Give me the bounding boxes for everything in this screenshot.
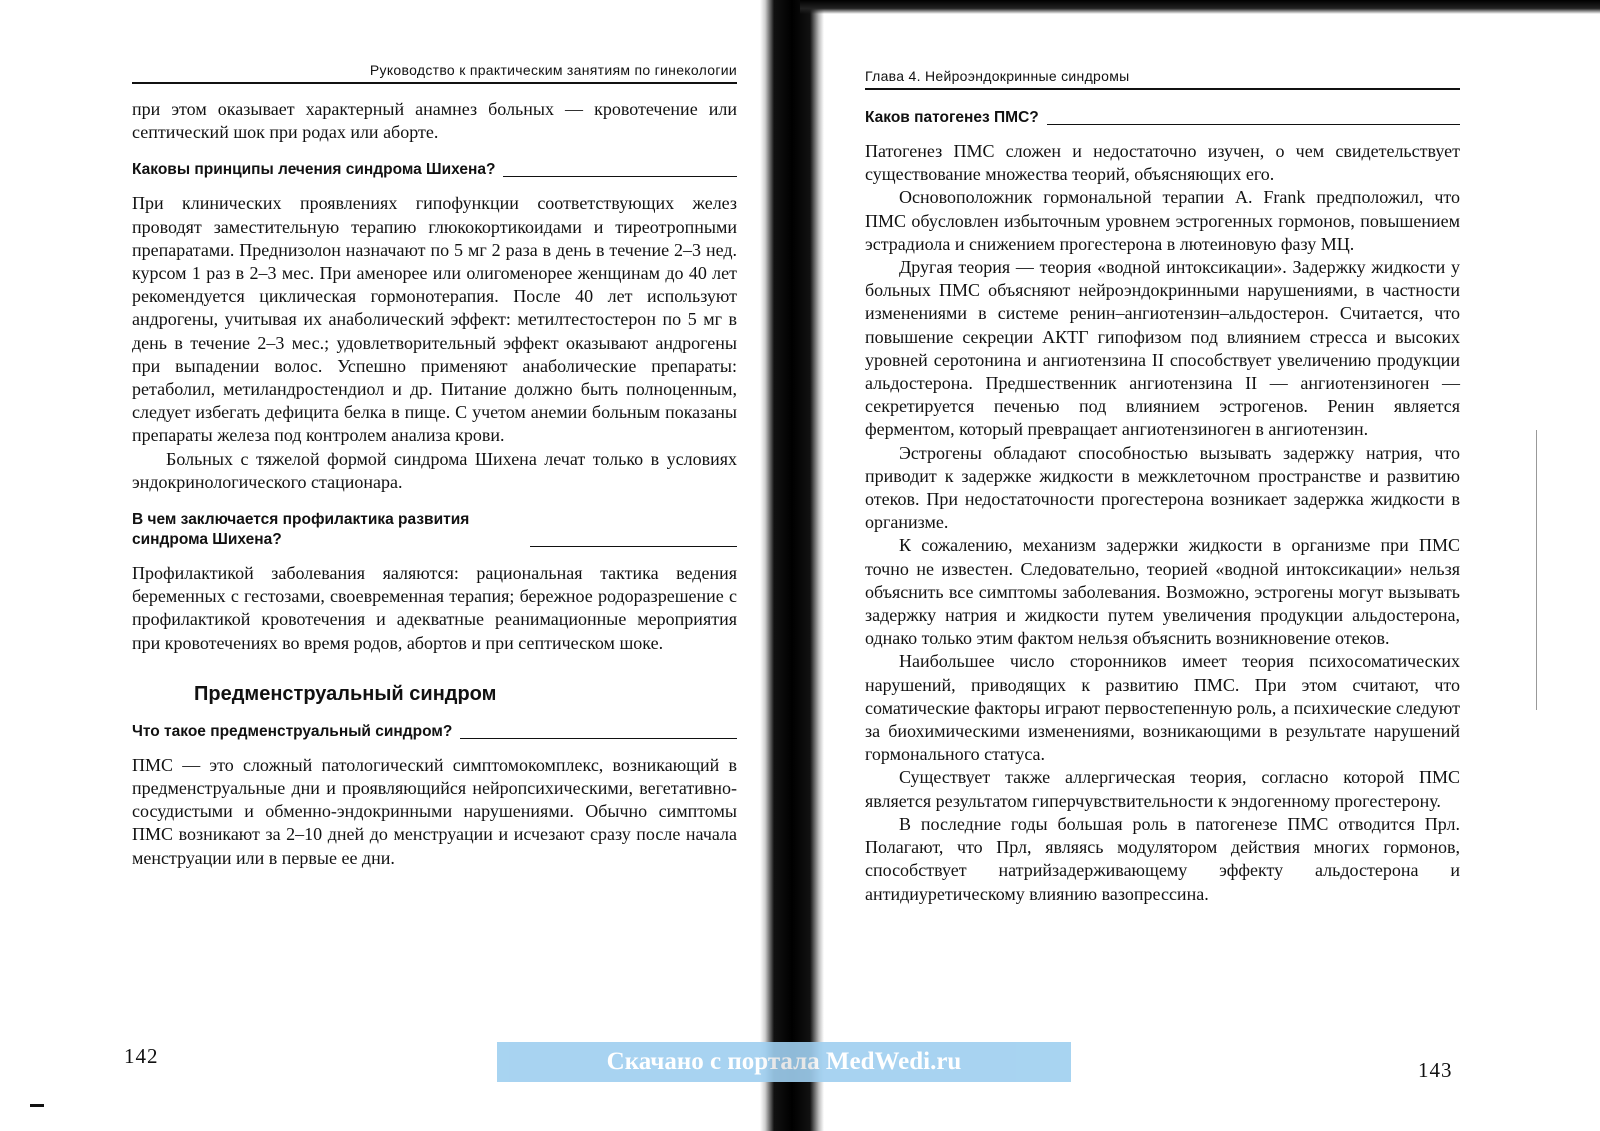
heading-rule [1047,124,1460,125]
paragraph: Профилактикой заболевания яаляются: рациональная тактика ведения беременных с гестозами, своевременная терапия; бережное родоразрешение с профилактикой кровотечения и адекватные реанимационные мероприятия при кровотечениях во время родов, абортов и при септическом шоке. [132,563,737,653]
left-running-head: Руководство к практическим занятиям по гинекологии [132,62,737,84]
paragraph: Эстрогены обладают способностью вызывать задержку натрия, что приводит к задержке жидкости в межклеточном пространстве и развитию отеков. При недостаточности прогестерона возникает задержка жидкости в организме. [865,442,1460,533]
section-title: Предменструальный синдром [194,682,497,705]
question-heading-treatment [132,160,737,180]
heading-rule [530,546,737,547]
page-number-left: 142 [124,1044,159,1068]
question-title: Что такое предменструальный синдром? [132,722,453,740]
paragraph: В последние годы большая роль в патогенезе ПМС отводится Прл. Полагают, что Прл, являясь модулятором действия многих гормонов, способствует натрийзадерживающему эффекту альдостерона и антидиуретическому влиянию вазопрессина. [865,813,1460,904]
right-running-head: Глава 4. Нейроэндокринные синдромы [865,68,1460,90]
question-title: Каков патогенез ПМС? [865,109,1039,126]
question-heading-definition [132,722,737,742]
left-text-column [132,62,737,870]
scan-mark [30,1104,44,1107]
paragraph: ПМС — это сложный патологический симптомокомплекс, возникающий в предменструальные дни и проявляющийся нейропсихическими, вегетативно-сосудистыми и обменно-эндокринными нарушениями. Обычно симптомы ПМС возникают за 2–10 дней до менструации и исчезают сразу после начала менструации или в первые ее дни. [132,754,737,868]
paragraph: При клинических проявлениях гипофункции соответствующих желез проводят заместительную терапию глюкокортикоидами и тиреотропными препаратами. Преднизолон назначают по 5 мг 2 раза в день в течение 2–3 нед. курсом 1 раз в 2–3 мес. При аменорее или олигоменорее женщинам до 40 лет рекомендуется циклическая гормонотерапия. После 40 лет используют андрогены, учитывая их анаболический эффект: метилтестостерон по 5 мг в день в течение 2–3 мес.; удовлетворительный эффект оказывают андрогены при выпадении волос. Успешно применяют анаболические препараты: ретаболил, метиландростендиол и др. Питание должно быть полноценным, следует избегать дефицита белка в пище. С учетом анемии больным показаны препараты железа под контролем анализа крови. [132,193,737,446]
question-heading-pathogenesis [865,108,1460,128]
paragraph: Больных с тяжелой формой синдрома Шихена лечат только в условиях эндокринологического стационара. [132,448,737,492]
question-title: В чем заключается профилактика развития синдрома Шихена? [132,511,470,549]
page-number-right: 143 [1418,1058,1453,1082]
question-heading-prevention [132,510,737,550]
page-edge-line [1536,430,1537,710]
right-text-column [865,68,1460,906]
heading-rule [503,176,737,177]
watermark-banner [497,1042,1071,1082]
intro-paragraph: при этом оказывает характерный анамнез больных — кровотечение или септический шок при родах или аборте. [132,99,737,143]
heading-rule [460,738,737,739]
paragraph: Патогенез ПМС сложен и недостаточно изучен, о чем свидетельствует существование множества теорий, объясняющих его. [865,141,1460,185]
paragraph: Наибольшее число сторонников имеет теория психосоматических нарушений, приводящих к развитию ПМС. При этом считают, что соматические факторы играют первостепенную роль, а психические следуют за биохимическими изменениями, возникающими в результате нарушений гормонального статуса. [865,651,1460,765]
question-title: Каковы принципы лечения синдрома Шихена? [132,161,496,179]
book-spine [760,0,824,1131]
paragraph: К сожалению, механизм задержки жидкости в организме при ПМС точно не известен. Следовательно, теорией «водной интоксикации» нельзя объяснить все симптомы заболевания. Возможно, эстрогены могут вызывать задержку натрия и жидкости путем увеличения продукции альдостерона, однако только этим фактом нельзя объяснить возникновение отеков. [865,535,1460,649]
paragraph: Существует также аллергическая теория, согласно которой ПМС является результатом гиперчувствительности к эндогенному прогестерону. [865,767,1460,811]
left-page [0,0,770,1131]
paragraph: Другая теория — теория «водной интоксикации». Задержку жидкости у больных ПМС объясняют нейроэндокринными нарушениями, в частности изменениями в системе ренин–ангиотензин–альдостерон. Считается, что повышение секреции АКТГ гипофизом под влиянием стресса и высоких уровней серотонина и ангиотензина II способствует увеличению продукции альдостерона. Предшественник ангиотензина II — ангиотензиноген — секретируется печенью под влиянием эстрогенов. Ренин является ферментом, который превращает ангиотензиноген в ангиотензин. [865,257,1460,440]
paragraph: Основоположник гормональной терапии A. Frank предположил, что ПМС обусловлен избыточным уровнем эстрогенных гормонов, повышением эстрадиола и снижением прогестерона в лютеиновую фазу МЦ. [865,187,1460,254]
watermark-text: Скачано с портала MedWedi.ru [606,1048,962,1075]
